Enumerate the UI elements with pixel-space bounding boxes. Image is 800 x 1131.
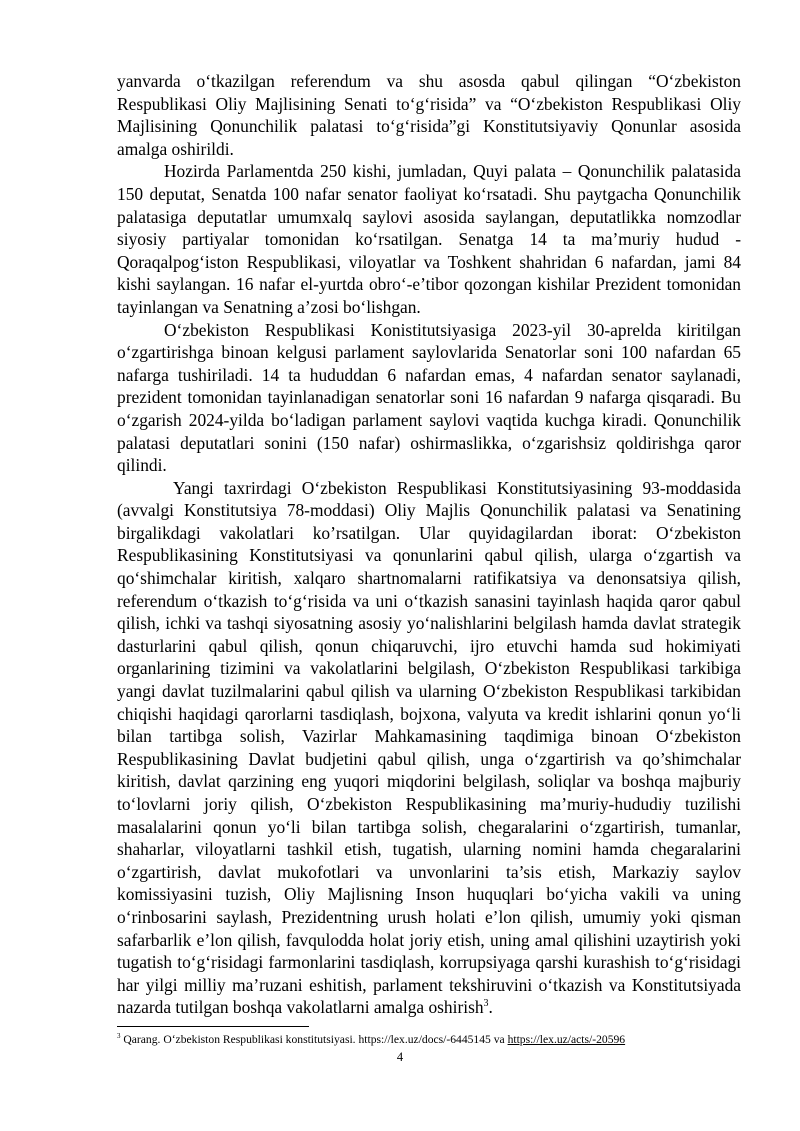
paragraph-constitutional-amendment: O‘zbekiston Respublikasi Konistitutsiyasiga 2023-yil 30-aprelda kiritilgan o‘zgartirishga binoan kelgusi parlament saylovlarida Senatorlar soni 100 nafardan 65 nafarga tushiriladi. 14 ta hududdan 6 nafardan emas, 4 nafardan senator saylanadi, prezident tomonidan tayinlanadigan senatorlar soni 16 nafardan 9 nafarga qisqaradi. Bu o‘zgarish 2024-yilda bo‘ladigan parlament saylovi vaqtida kuchga kiradi. Qonunchilik palatasi deputatlari sonini (150 nafar) oshirmaslikka, o‘zgarishsiz qoldirishga qaror qilindi. [117,319,741,476]
footnote-link[interactable]: https://lex.uz/acts/-20596 [507,1033,626,1046]
footnote-reference[interactable]: 3 [483,998,489,1010]
page-number: 4 [396,1050,404,1064]
footnote-text: Qarang. O‘zbekiston Respublikasi konstitutsiyasi. https://lex.uz/docs/-6445145 va [123,1033,508,1046]
footnote [117,1033,757,1047]
footnote-marker: 3 [117,1032,121,1041]
paragraph-continuation: yanvarda o‘tkazilgan referendum va shu asosda qabul qilingan “O‘zbekiston Respublikasi Oliy Majlisining Senati to‘g‘risida” va “O‘zbekiston Respublikasi Oliy Majlisining Qonunchilik palatasi to‘g‘risida”gi Konstitutsiyaviy Qonunlar asosida amalga oshirildi. [117,71,741,159]
sentence-end: . [488,997,493,1018]
document-body [117,70,741,1019]
footnote-separator [117,1026,309,1027]
joint-powers-text: Yangi taxrirdagi O‘zbekiston Respublikasi Konstitutsiyasining 93-moddasida (avvalgi Konstitutsiya 78-moddasi) Oliy Majlis Qonunchilik palatasi va Senatining birgalikdagi vakolatlari ko’rsatilgan. Ular quyidagilardan iborat: O‘zbekiston Respublikasining Konstitutsiyasi va qonunlarini qabul qilish, ularga o‘zgartish va qo‘shimchalar kiritish, xalqaro shartnomalarni ratifikatsiya va denonsatsiya qilish, referendum o‘tkazish to‘g‘risida va uni o‘tkazish sanasini tayinlash haqida qaror qabul qilish, ichki va tashqi siyosatning asosiy yo‘nalishlarini belgilash hamda davlat strategik dasturlarini qabul qilish, qonun chiqaruvchi, ijro etuvchi hamda sud hokimiyati organlarining tizimini va vakolatlarini belgilash, O‘zbekiston Respublikasi tarkibiga yangi davlat tuzilmalarini qabul qilish va ularning O‘zbekiston Respublikasi tarkibidan chiqishi haqidagi qarorlarni tasdiqlash, bojxona, valyuta va kredit ishlarini qonun yo‘li bilan tartibga solish, Vazirlar Mahkamasining taqdimiga binoan O‘zbekiston Respublikasining Davlat budjetini qabul qilish, unga o‘zgartirish va qo’shimchalar kiritish, davlat qarzining eng yuqori miqdorini belgilash, soliqlar va boshqa majburiy to‘lovlarni joriy qilish, O‘zbekiston Respublikasining ma’muriy-hududiy tuzilishi masalalarini qonun yo‘li bilan tartibga solish, chegaralarini o‘zgartirish, tumanlar, shaharlar, viloyatlarni tashkil etish, tugatish, ularning nomini hamda chegaralarini o‘zgartirish, davlat mukofotlari va unvonlarini ta’sis etish, Markaziy saylov komissiyasini tuzish, Oliy Majlisning Inson huquqlari bo‘yicha vakili va uning o‘rinbosarini saylash, Prezidentning urush holati e’lon qilish, umumiy yoki qisman safarbarlik e’lon qilish, favqulodda holat joriy etish, uning amal qilishini uzaytirish yoki tugatish to‘g‘risidagi farmonlarini tasdiqlash, korrupsiyaga qarshi kurashish to‘g‘risidagi har yilgi milliy ma’ruzani eshitish, parlament tekshiruvini o‘tkazish va Konstitutsiyada nazarda tutilgan boshqa vakolatlarni amalga oshirish [117,477,741,1018]
paragraph-joint-powers [117,477,741,1019]
paragraph-parliament-composition: Hozirda Parlamentda 250 kishi, jumladan, Quyi palata – Qonunchilik palatasida 150 deputat, Senatda 100 nafar senator faoliyat ko‘rsatadi. Shu paytgacha Qonunchilik palatasiga deputatlar umumxalq saylovi asosida saylangan, deputatlikka nomzodlar siyosiy partiyalar tomonidan ko‘rsatilgan. Senatga 14 ta ma’muriy hudud - Qoraqalpog‘iston Respublikasi, viloyatlar va Toshkent shahridan 6 nafardan, jami 84 kishi saylangan. 16 nafar el-yurtda obro‘-e’tibor qozongan kishilar Prezident tomonidan tayinlangan va Senatning a’zosi bo‘lishgan. [117,161,741,317]
